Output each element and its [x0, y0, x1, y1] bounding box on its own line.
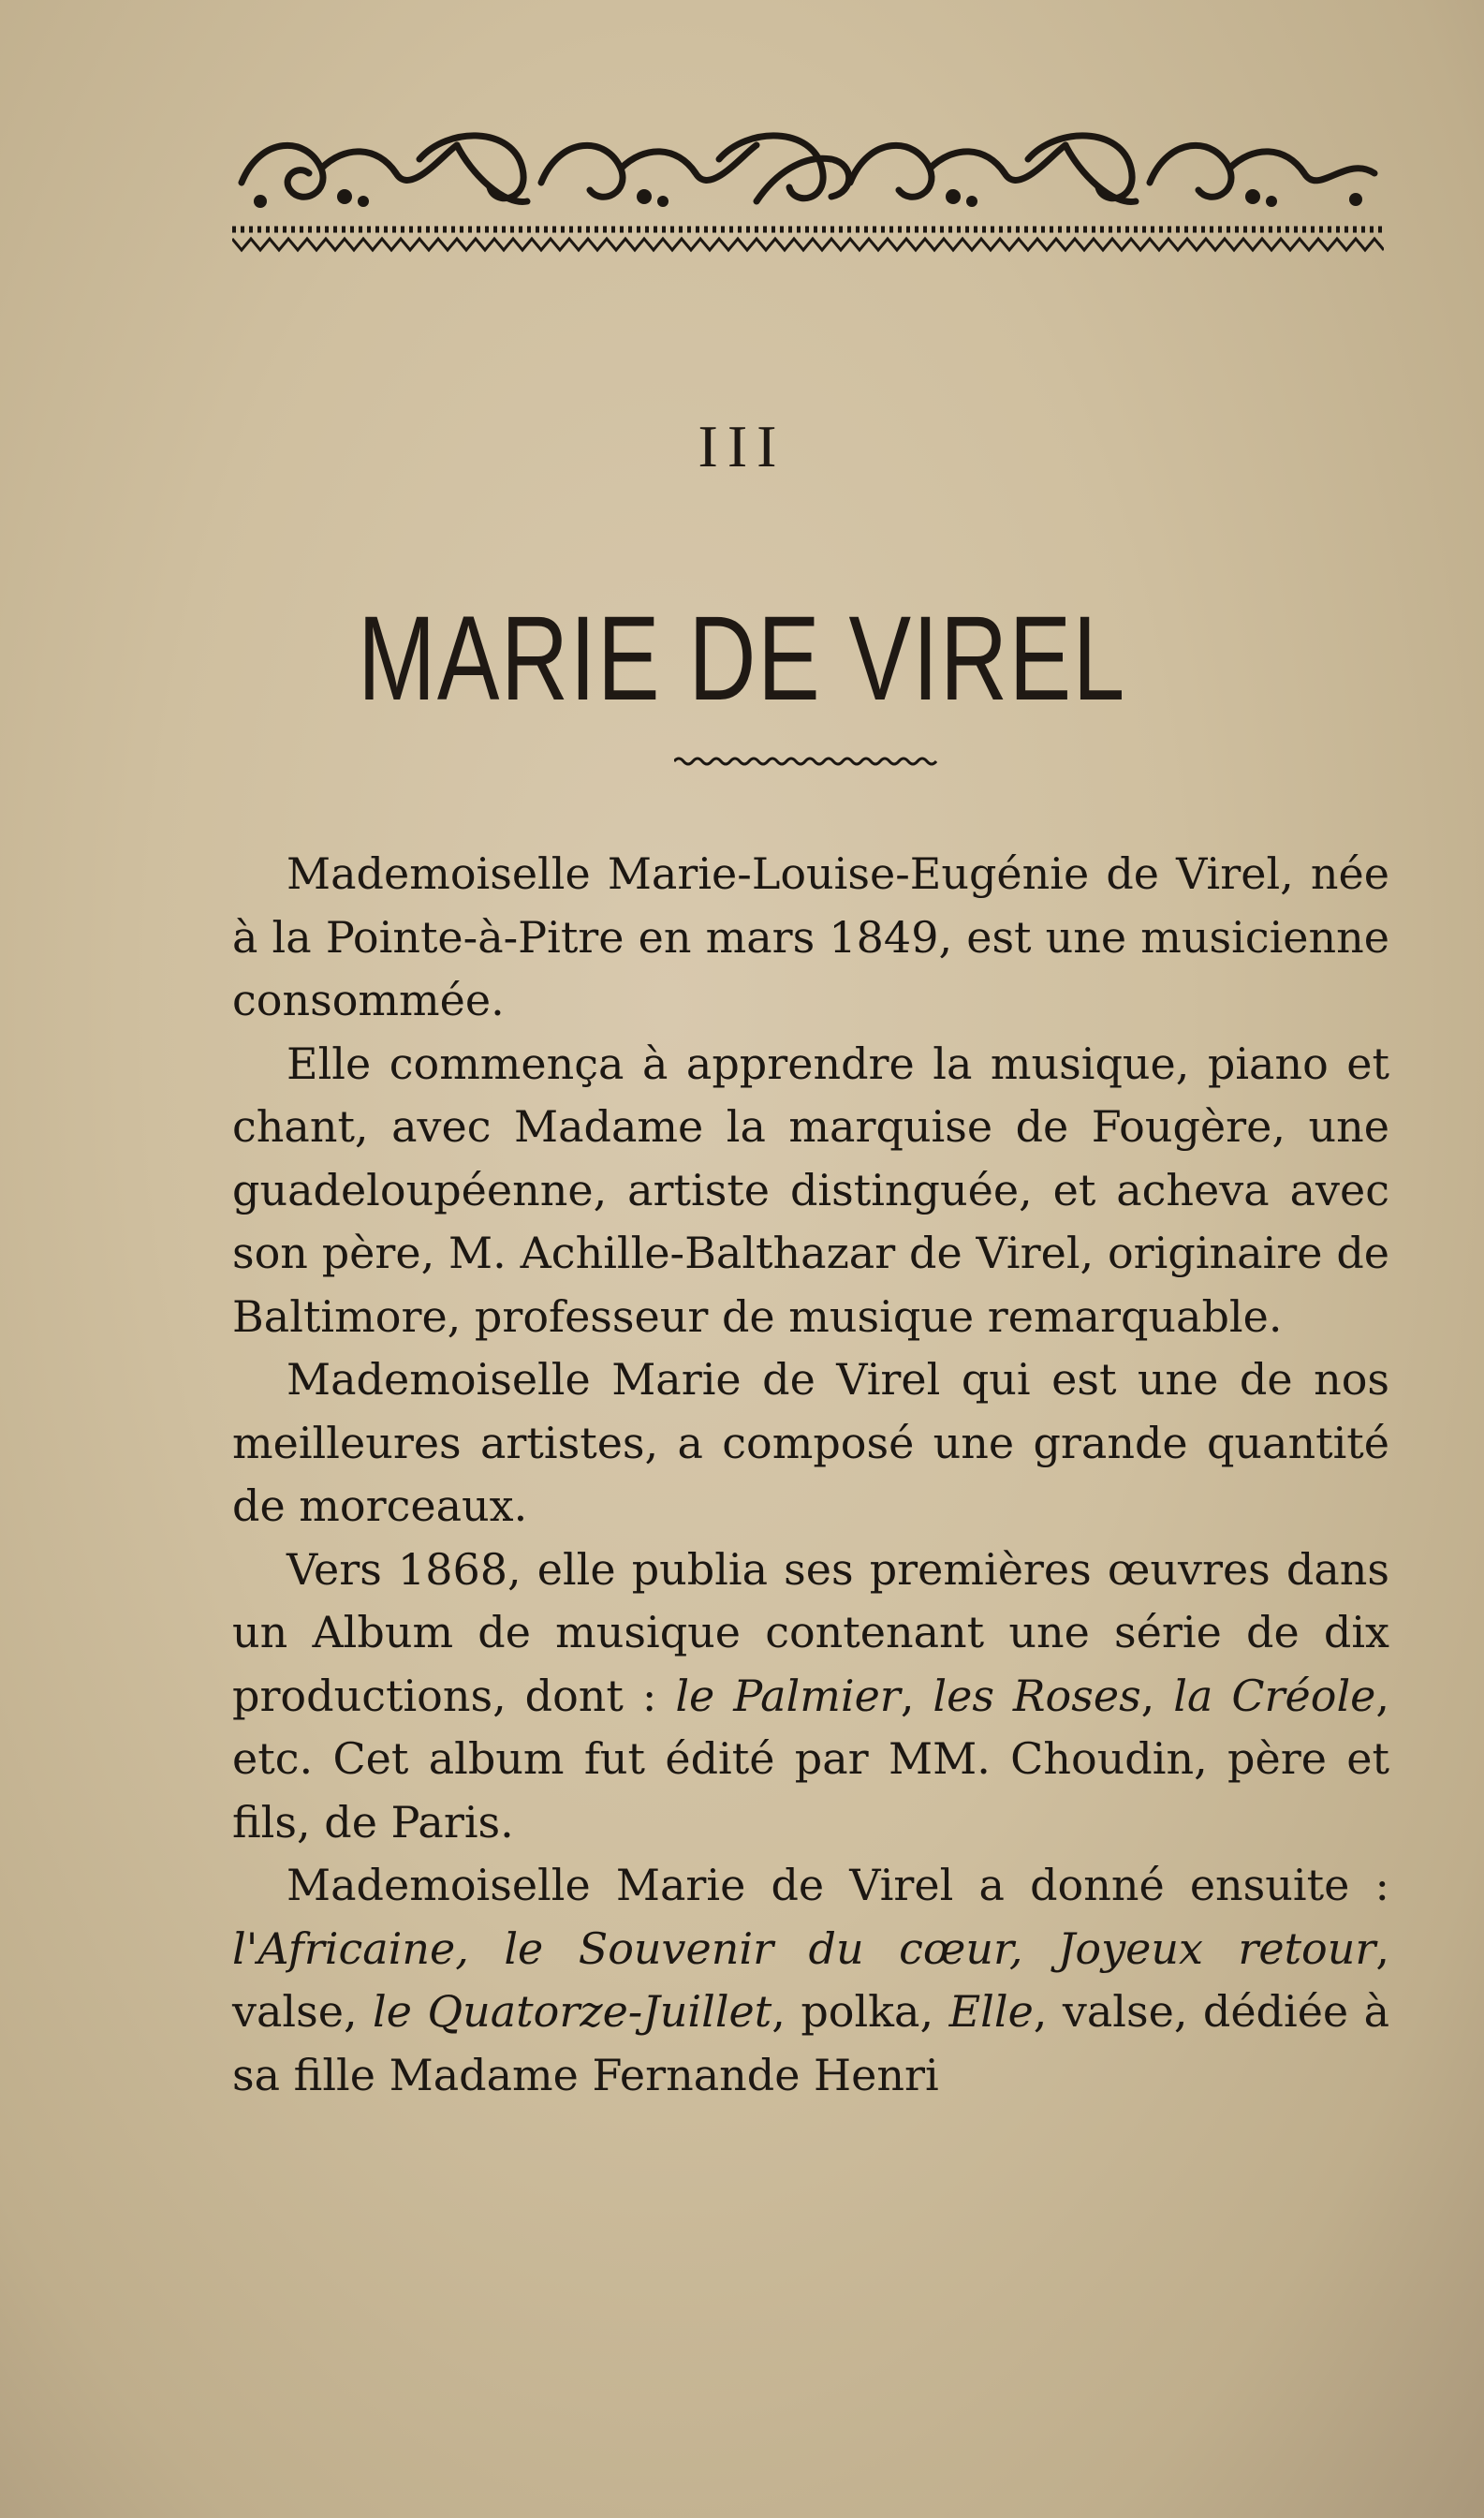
chapter-body — [232, 843, 1389, 2107]
paragraph-2: Elle commença à apprendre la musique, piano et chant, avec Madame la marquise de Fougère, une guadeloupéenne, artiste distinguée, et acheva avec son père, M. Achille-Balthazar de Virel, originaire de Baltimore, professeur de musique remarquable. — [232, 1038, 1389, 1342]
paragraph-4-text-a: Vers 1868, elle publia ses premières œuvres dans un Album de musique contenant une série de dix productions, dont : — [232, 1543, 1389, 1721]
work-title-creole: la Créole — [1173, 1670, 1376, 1721]
work-titles-africaine-souvenir-joyeux: l'Africaine, le Souvenir du cœur, Joyeux retour — [232, 1922, 1376, 1974]
paragraph-5-text-b: , valse, — [232, 1922, 1389, 2037]
title-underline-ornament — [674, 755, 941, 768]
chapter-number: III — [698, 413, 786, 479]
work-title-elle: Elle — [948, 1986, 1034, 2037]
paragraph-5-text-a: Mademoiselle Marie de Virel a donné ensuite : — [287, 1860, 1389, 1910]
paragraph-4-text-d: , etc. Cet album fut édité par MM. Choudin, père et fils, de Paris. — [232, 1670, 1390, 1848]
paragraph-1: Mademoiselle Marie-Louise-Eugénie de Virel, née à la Pointe-à-Pitre en mars 1849, est une musicienne consommée. — [232, 848, 1389, 1025]
decorative-header-ornament — [232, 117, 1384, 262]
work-title-roses: les Roses — [933, 1670, 1141, 1721]
work-title-palmier: le Palmier — [675, 1670, 901, 1721]
chapter-title: MARIE DE VIREL — [358, 592, 1126, 726]
paragraph-4 — [232, 1539, 1389, 1855]
paragraph-5-text-d: , valse, dédiée à sa fille Madame Fernande Henri — [232, 1986, 1390, 2100]
paragraph-3: Mademoiselle Marie de Virel qui est une de nos meilleures artistes, a composé une grande quantité de morceaux. — [232, 1354, 1389, 1531]
paragraph-4-text-c: , — [1140, 1670, 1174, 1721]
paragraph-4-text-b: , — [900, 1670, 933, 1721]
paragraph-5 — [232, 1854, 1389, 2107]
work-title-quatorze-juillet: le Quatorze-Juillet — [373, 1986, 772, 2037]
paragraph-5-text-c: , polka, — [771, 1986, 949, 2037]
